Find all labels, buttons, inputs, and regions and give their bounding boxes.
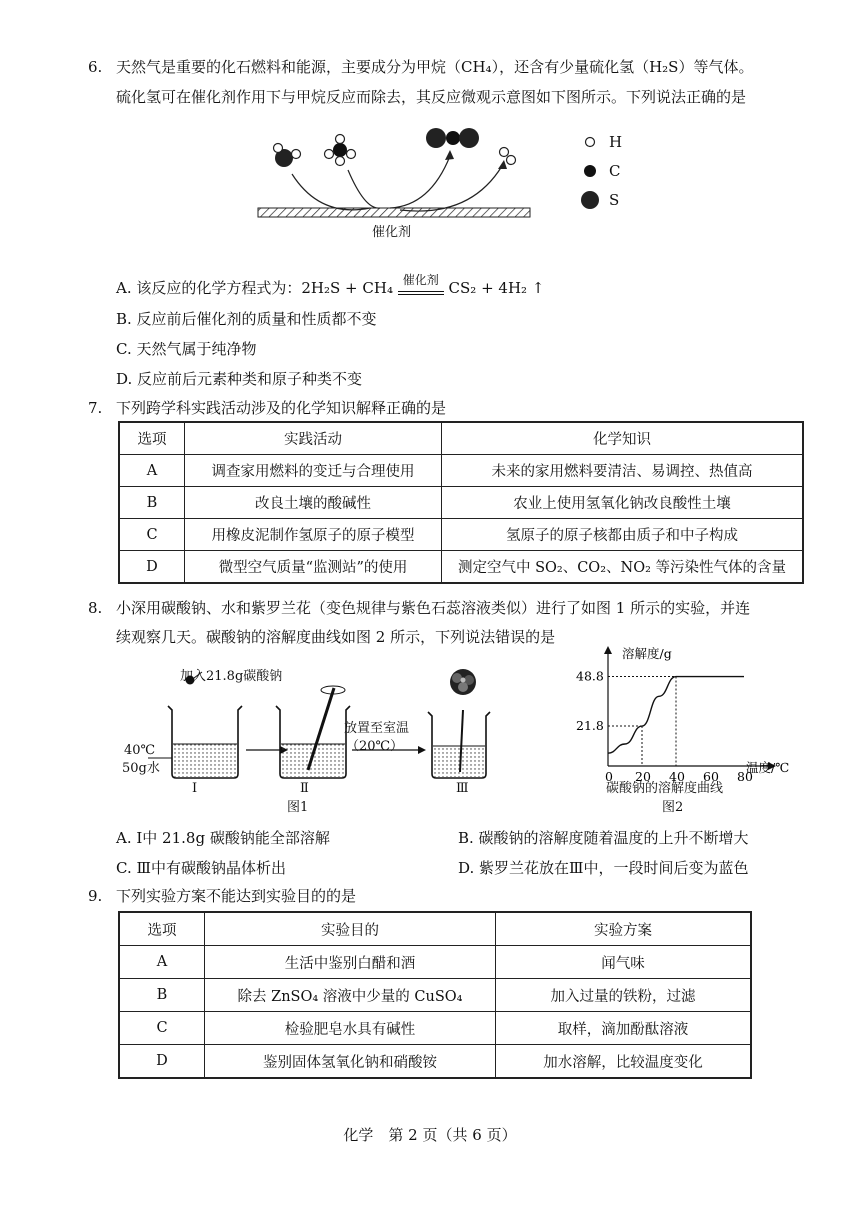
table-cell: 农业上使用氢氧化钠改良酸性土壤 [442, 487, 804, 519]
q9-stem-line [88, 885, 356, 907]
table-cell: 鉴别固体氢氧化钠和硝酸铵 [205, 1045, 496, 1079]
x-tick-label: 80 [737, 769, 753, 784]
table-cell: D [119, 551, 185, 584]
q6-option-d: D. 反应前后元素种类和原子种类不变 [116, 370, 363, 388]
table-cell: 调查家用燃料的变迁与合理使用 [185, 455, 442, 487]
x-tick-label: 0 [605, 769, 613, 784]
catalyst-surface [258, 208, 530, 217]
y-tick-label: 48.8 [576, 668, 604, 684]
legend-h-label: H [609, 133, 623, 151]
legend-h-icon [586, 138, 595, 147]
table-header-cell: 实践活动 [185, 422, 442, 455]
q8-stem-line1 [88, 597, 750, 619]
table-cell: 改良土壤的酸碱性 [185, 487, 442, 519]
q6-stem1: 天然气是重要的化石燃料和能源，主要成分为甲烷（CH₄），还含有少量硫化氢（H₂S）等气体。 [116, 58, 754, 76]
table-header-row [119, 912, 751, 946]
q6-option-a [116, 273, 545, 299]
q7-stem: 下列跨学科实践活动涉及的化学知识解释正确的是 [116, 399, 447, 417]
table-row [119, 979, 751, 1012]
fig1-add-label: 加入21.8g碳酸钠 [180, 669, 283, 684]
table-row [119, 1012, 751, 1045]
table-row [119, 551, 803, 584]
table-cell: 未来的家用燃料要清洁、易调控、热值高 [442, 455, 804, 487]
beaker-label-3: Ⅲ [456, 781, 469, 796]
table-cell: 检验肥皂水具有碱性 [205, 1012, 496, 1045]
q8-option-c: C. Ⅲ中有碳酸钠晶体析出 [116, 859, 286, 877]
cs2-molecule [426, 128, 479, 148]
fig1-step-label1: 放置至室温 [344, 721, 410, 736]
table-cell: B [119, 979, 205, 1012]
table-cell: 测定空气中 SO₂、CO₂、NO₂ 等污染性气体的含量 [442, 551, 804, 584]
fig1-caption: 图1 [287, 800, 309, 815]
fig2-caption-desc: 碳酸钠的溶解度曲线 [606, 781, 724, 796]
table-cell: B [119, 487, 185, 519]
q6-optA-prefix: A. 该反应的化学方程式为：2H₂S + CH₄ [116, 279, 393, 297]
table-header-row [119, 422, 803, 455]
q8-option-d: D. 紫罗兰花放在Ⅲ中，一段时间后变为蓝色 [458, 859, 749, 877]
q6-optA-suffix: CS₂ + 4H₂ ↑ [448, 279, 545, 297]
h2s-molecule [274, 144, 301, 168]
beaker-label-1: Ⅰ [192, 781, 198, 796]
table-cell: 氢原子的原子核都由质子和中子构成 [442, 519, 804, 551]
fig1-temp-label: 40℃ [124, 743, 156, 758]
q9-table [118, 911, 752, 1079]
figure2-solubility-chart [560, 644, 800, 794]
y-tick-label: 21.8 [576, 718, 604, 734]
q7-stem-line [88, 397, 446, 419]
beaker-2 [276, 686, 350, 778]
q8-number: 8. [88, 599, 103, 617]
x-tick-label: 40 [669, 769, 685, 784]
table-row [119, 487, 803, 519]
beaker-label-2: Ⅱ [300, 781, 309, 796]
beaker-3 [428, 710, 490, 778]
table-cell: 用橡皮泥制作氢原子的原子模型 [185, 519, 442, 551]
beaker-1 [168, 706, 242, 778]
q8-option-a: A. Ⅰ中 21.8g 碳酸钠能全部溶解 [116, 829, 330, 847]
table-header-cell: 选项 [119, 912, 205, 946]
q9-number: 9. [88, 887, 103, 905]
table-cell: A [119, 946, 205, 979]
x-axis-label: 温度/℃ [746, 760, 790, 775]
catalyst-label: 催化剂 [372, 225, 412, 240]
x-tick-label: 20 [635, 769, 651, 784]
y-axis-label: 溶解度/g [622, 646, 672, 661]
q8-stem1: 小深用碳酸钠、水和紫罗兰花（变色规律与紫色石蕊溶液类似）进行了如图 1 所示的实验，并连 [116, 599, 751, 617]
legend-c-label: C [609, 162, 621, 180]
table-header-cell: 选项 [119, 422, 185, 455]
reaction-condition-text: 催化剂 [402, 273, 439, 287]
q7-table [118, 421, 804, 584]
q6-option-c: C. 天然气属于纯净物 [116, 340, 257, 358]
table-row [119, 519, 803, 551]
h2-molecule [500, 148, 516, 165]
table-cell: C [119, 519, 185, 551]
table-header-cell: 实验方案 [496, 912, 752, 946]
arrow-in-1 [292, 174, 370, 210]
table-cell: 加入过量的铁粉，过滤 [496, 979, 752, 1012]
fig1-water-label: 50g水 [122, 761, 160, 776]
table-header-cell: 化学知识 [442, 422, 804, 455]
reaction-condition [398, 273, 444, 295]
table-row [119, 946, 751, 979]
q9-stem: 下列实验方案不能达到实验目的的是 [116, 887, 357, 905]
table-cell: 闻气味 [496, 946, 752, 979]
x-tick-label: 60 [703, 769, 719, 784]
q6-option-b: B. 反应前后催化剂的质量和性质都不变 [116, 310, 377, 328]
legend-s-label: S [609, 191, 620, 209]
table-cell: 生活中鉴别白醋和酒 [205, 946, 496, 979]
q6-stem-line1 [88, 56, 753, 78]
table-cell: 除去 ZnSO₄ 溶液中少量的 CuSO₄ [205, 979, 496, 1012]
table-cell: 微型空气质量“监测站”的使用 [185, 551, 442, 584]
q6-stem2: 硫化氢可在催化剂作用下与甲烷反应而除去，其反应微观示意图如下图所示。下列说法正确的是 [116, 88, 747, 106]
arrow-in-2 [348, 170, 380, 208]
q7-number: 7. [88, 399, 103, 417]
q6-reaction-diagram [240, 118, 660, 248]
table-cell: 取样，滴加酚酞溶液 [496, 1012, 752, 1045]
legend-c-icon [584, 165, 596, 177]
q6-number: 6. [88, 58, 103, 76]
q8-option-b: B. 碳酸钠的溶解度随着温度的上升不断增大 [458, 829, 749, 847]
page-footer: 化学 第 2 页（共 6 页） [343, 1126, 517, 1144]
table-cell: D [119, 1045, 205, 1079]
table-cell: C [119, 1012, 205, 1045]
q8-stem2: 续观察几天。碳酸钠的溶解度曲线如图 2 所示，下列说法错误的是 [116, 628, 556, 646]
arrow-out-2 [400, 166, 502, 211]
legend-s-icon [581, 191, 599, 209]
fig1-step-label2: （20℃） [346, 739, 404, 754]
table-header-cell: 实验目的 [205, 912, 496, 946]
fig2-caption: 图2 [662, 800, 684, 815]
violet-flower-icon [450, 669, 476, 695]
table-row [119, 455, 803, 487]
table-cell: 加水溶解，比较温度变化 [496, 1045, 752, 1079]
table-row [119, 1045, 751, 1079]
ch4-molecule [325, 135, 356, 166]
table-cell: A [119, 455, 185, 487]
arrow-out-1 [390, 156, 450, 208]
